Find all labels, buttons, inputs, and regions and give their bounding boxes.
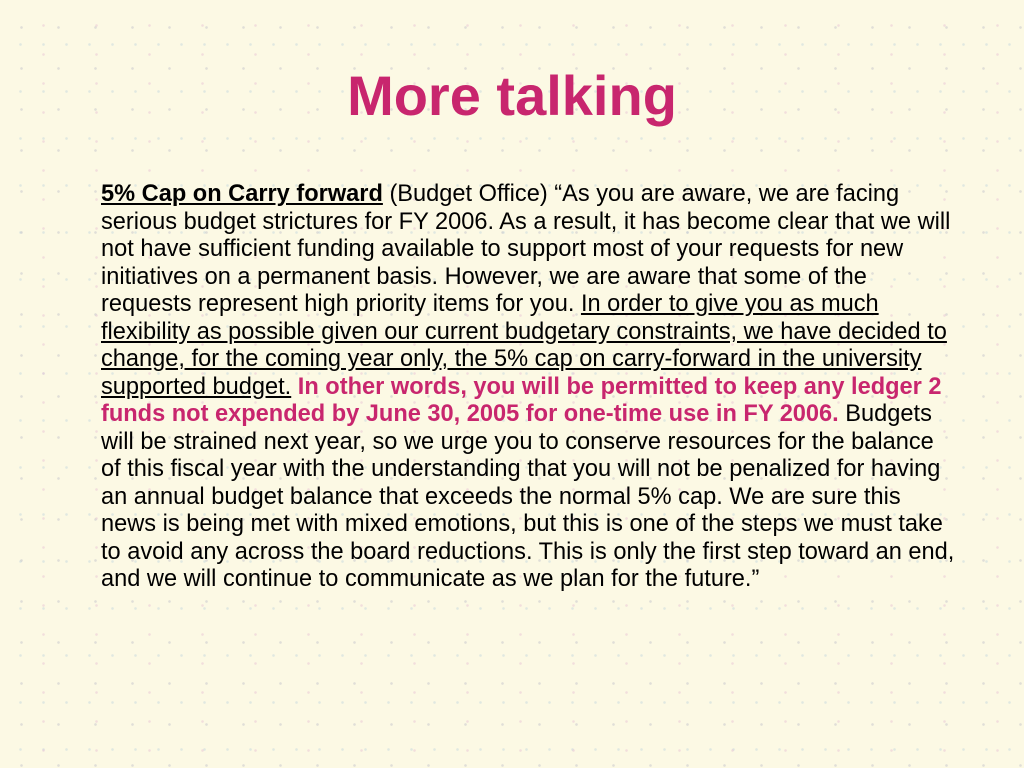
closing-text: Budgets will be strained next year, so we urge you to conserve resources for the balance of this fiscal year with the understanding that you will not be penalized for having an annual budget balance that exceeds the normal 5% cap. We are sure this news is being met with mixed emotions, but this is one of the steps we must take to avoid any across the board reductions. This is only the first step toward an end, and we will continue to communicate as we plan for the future.”	[101, 401, 955, 592]
highlighted-statement: In other words, you will be permitted to keep any ledger 2 funds not expended by June 30, 2005 for one-time use in FY 2006.	[101, 373, 942, 427]
topic-heading: 5% Cap on Carry forward	[101, 181, 383, 207]
intro-text: (Budget Office) “As you are aware, we are facing serious budget strictures for FY 2006. As a result, it has become clear that we will not have sufficient funding available to support most of your requests for new initiatives on a permanent basis. However, we are aware that some of the requests represent high priority items for you.	[101, 181, 951, 317]
slide-title: More talking	[347, 64, 677, 127]
slide-body-paragraph	[101, 181, 956, 594]
underlined-statement: In order to give you as much flexibility as possible given our current budgetary constraints, we have decided to change, for the coming year only, the 5% cap on carry-forward in the university supported budget.	[101, 291, 947, 400]
